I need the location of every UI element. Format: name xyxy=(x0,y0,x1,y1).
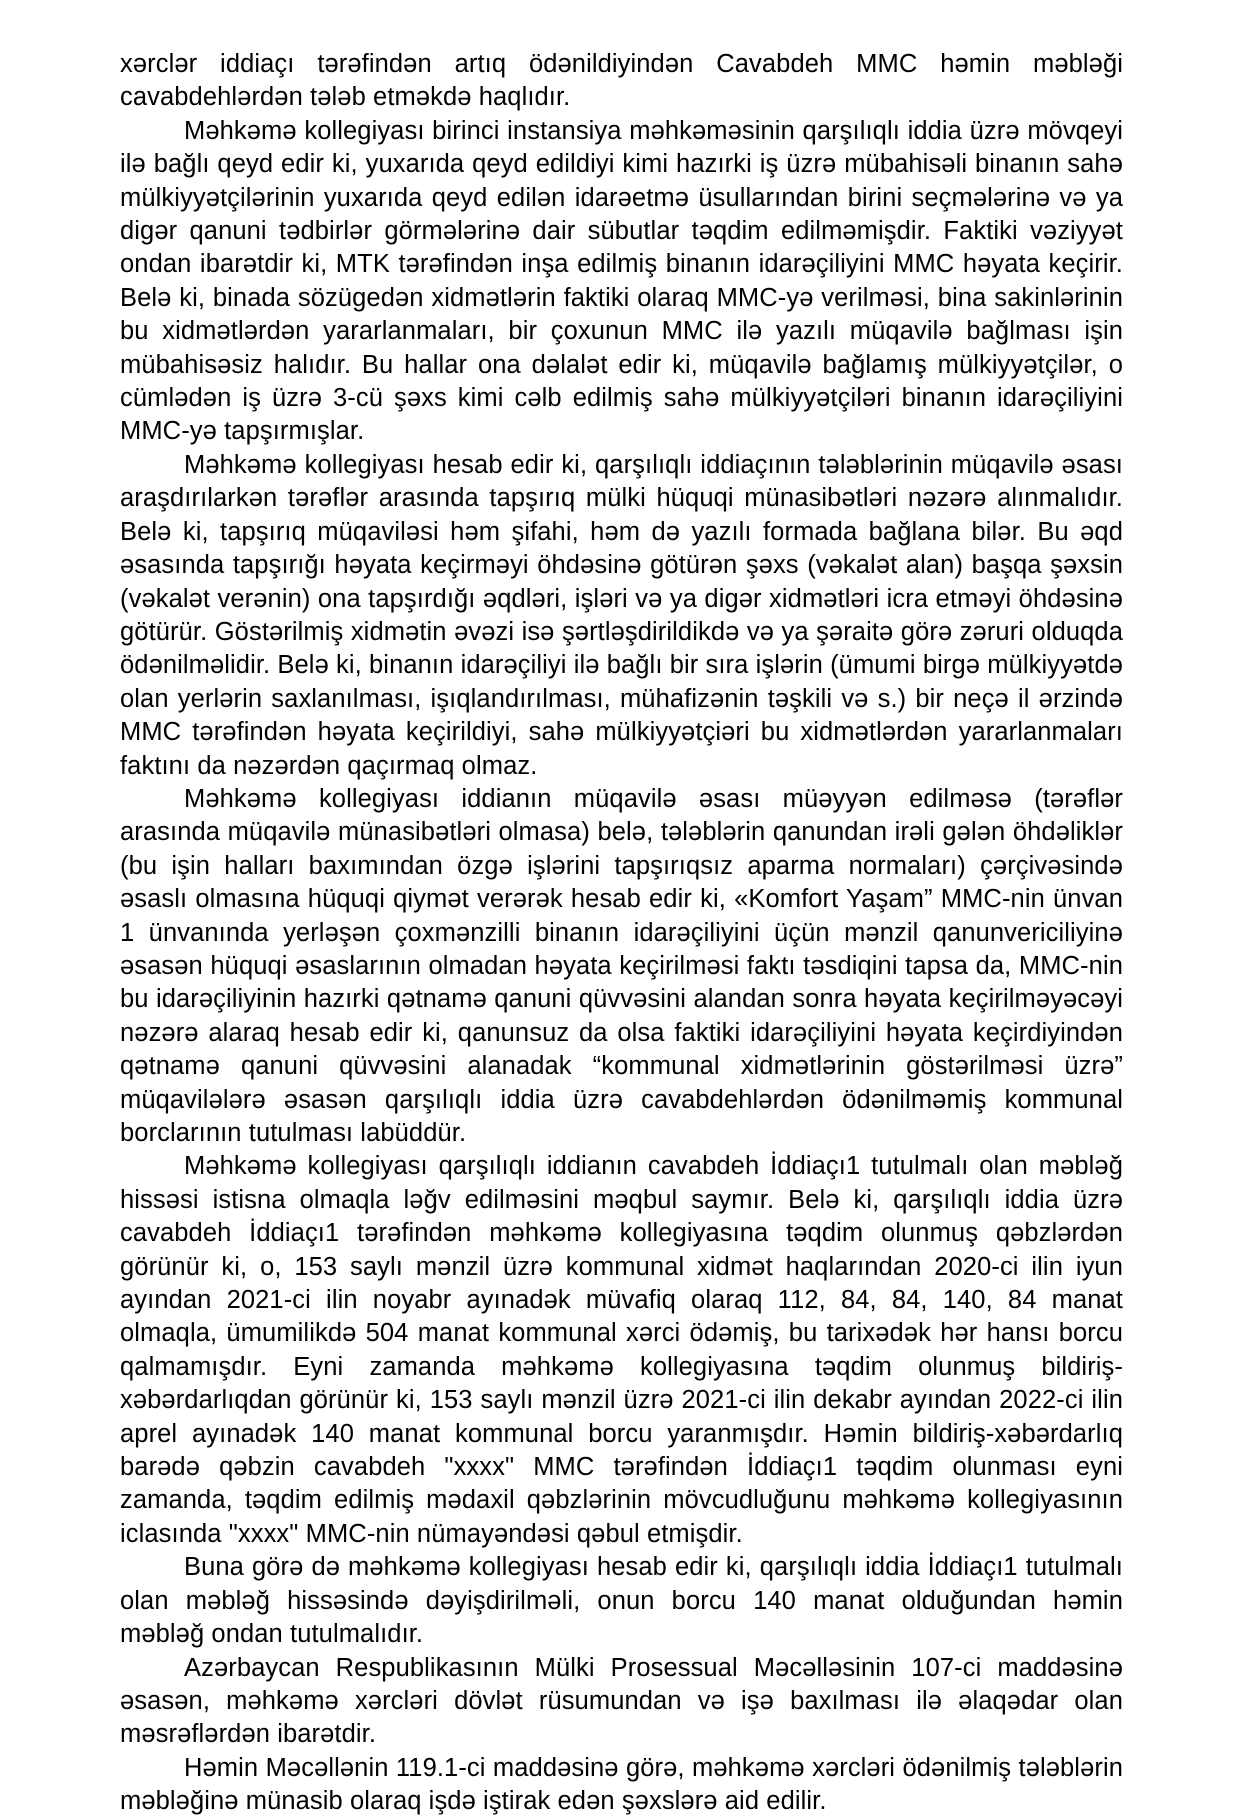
paragraph: Məhkəmə kollegiyası iddianın müqavilə əsası müəyyən edilməsə (tərəflər arasında müqavilə münasibətləri olmasa) belə, tələblərin qanundan irəli gələn öhdəliklər (bu işin halları baxımından özgə işlərini tapşırıqsız aparma normaları) çərçivəsində əsaslı olmasına hüquqi qiymət verərək hesab edir ki, «Komfort Yaşam” MMC-nin ünvan 1 ünvanında yerləşən çoxmənzilli binanın idarəçiliyini üçün mənzil qanunvericiliyinə əsasən hüquqi əsaslarının olmadan həyata keçirilməsi faktı təsdiqini tapsa da, MMC-nin bu idarəçiliyinin hazırki qətnamə qanuni qüvvəsini alandan sonra həyata keçirilməyəcəyi nəzərə alaraq hesab edir ki, qanunsuz da olsa faktiki idarəçiliyini həyata keçirdiyindən qətnamə qanuni qüvvəsini alanadak “kommunal xidmətlərinin göstərilməsi üzrə” müqavilələrə əsasən qarşılıqlı iddia üzrə cavabdehlərdən ödənilməmiş kommunal borclarının tutulması labüddür. xyxy=(120,784,1123,1147)
paragraph: Azərbaycan Respublikasının Mülki Prosessual Məcəlləsinin 107-ci maddəsinə əsasən, məhkəmə xərcləri dövlət rüsumundan və işə baxılması ilə əlaqədar olan məsrəflərdən ibarətdir. xyxy=(120,1653,1123,1749)
paragraph: Məhkəmə kollegiyası hesab edir ki, qarşılıqlı iddiaçının tələblərinin müqavilə əsası araşdırılarkən tərəflər arasında tapşırıq mülki hüquqi münasibətləri nəzərə alınmalıdır. Belə ki, tapşırıq müqaviləsi həm şifahi, həm də yazılı formada bağlana bilər. Bu əqd əsasında tapşırığı həyata keçirməyi öhdəsinə götürən şəxs (vəkalət alan) başqa şəxsin (vəkalət verənin) ona tapşırdığı əqdləri, işləri və ya digər xidmətləri icra etməyi öhdəsinə götürür. Göstərilmiş xidmətin əvəzi isə şərtləşdirildikdə və ya şəraitə görə zəruri olduqda ödənilməlidir. Belə ki, binanın idarəçiliyi ilə bağlı bir sıra işlərin (ümumi birgə mülkiyyətdə olan yerlərin saxlanılması, işıqlandırılması, mühafizənin təşkili və s.) bir neçə il ərzində MMC tərəfindən həyata keçirildiyi, sahə mülkiyyətçiəri bu xidmətlərdən yararlanmaları faktını da nəzərdən qaçırmaq olmaz. xyxy=(120,450,1124,780)
document-text-block xyxy=(120,48,1123,1819)
paragraph: Həmin Məcəllənin 119.1-ci maddəsinə görə, məhkəmə xərcləri ödənilmiş tələblərin məbləğinə münasib olaraq işdə iştirak edən şəxslərə aid edilir. xyxy=(120,1753,1123,1816)
paragraph: Məhkəmə kollegiyası birinci instansiya məhkəməsinin qarşılıqlı iddia üzrə mövqeyi ilə bağlı qeyd edir ki, yuxarıda qeyd edildiyi kimi hazırki iş üzrə mübahisəli binanın sahə mülkiyyətçilərinin yuxarıda qeyd edilən idarəetmə üsullarından birini seçmələrinə və ya digər qanuni tədbirlər görmələrinə dair sübutlar təqdim edilməmişdir. Faktiki vəziyyət ondan ibarətdir ki, MTK tərəfindən inşa edilmiş binanın idarəçiliyini MMC həyata keçirir. Belə ki, binada sözügedən xidmətlərin faktiki olaraq MMC-yə verilməsi, bina sakinlərinin bu xidmətlərdən yararlanmaları, bir çoxunun MMC ilə yazılı müqavilə bağlması işin mübahisəsiz halıdır. Bu hallar ona dəlalət edir ki, müqavilə bağlamış mülkiyyətçilər, o cümlədən iş üzrə 3-cü şəxs kimi cəlb edilmiş sahə mülkiyyətçiləri binanın idarəçiliyini MMC-yə tapşırmışlar. xyxy=(120,116,1123,446)
paragraph: Məhkəmə kollegiyası qarşılıqlı iddianın cavabdeh İddiaçı1 tutulmalı olan məbləğ hissəsi istisna olmaqla ləğv edilməsini məqbul saymır. Belə ki, qarşılıqlı iddia üzrə cavabdeh İddiaçı1 tərəfindən məhkəmə kollegiyasına təqdim olunmuş qəbzlərdən görünür ki, o, 153 saylı mənzil üzrə kommunal xidmət haqlarından 2020-ci ilin iyun ayından 2021-ci ilin noyabr ayınadək müvafiq olaraq 112, 84, 84, 140, 84 manat olmaqla, ümumilikdə 504 manat kommunal xərci ödəmiş, bu tarixədək hər hansı borcu qalmamışdır. Eyni zamanda məhkəmə kollegiyasına təqdim olunmuş bildiriş-xəbərdarlıqdan görünür ki, 153 saylı mənzil üzrə 2021-ci ilin dekabr ayından 2022-ci ilin aprel ayınadək 140 manat kommunal borcu yaranmışdır. Həmin bildiriş-xəbərdarlıq barədə qəbzin cavabdeh "xxxx" MMC tərəfindən İddiaçı1 təqdim olunması eyni zamanda, təqdim edilmiş mədaxil qəbzlərinin mövcudluğunu məhkəmə kollegiyasının iclasında "xxxx" MMC-nin nümayəndəsi qəbul etmişdir. xyxy=(120,1152,1123,1548)
paragraph: xərclər iddiaçı tərəfindən artıq ödənildiyindən Cavabdeh MMC həmin məbləği cavabdehlərdən tələb etməkdə haqlıdır. xyxy=(120,50,1123,112)
paragraph: Buna görə də məhkəmə kollegiyası hesab edir ki, qarşılıqlı iddia İddiaçı1 tutulmalı olan məbləğ hissəsində dəyişdirilməli, onun borcu 140 manat olduğundan həmin məbləğ ondan tutulmalıdır. xyxy=(120,1553,1123,1649)
